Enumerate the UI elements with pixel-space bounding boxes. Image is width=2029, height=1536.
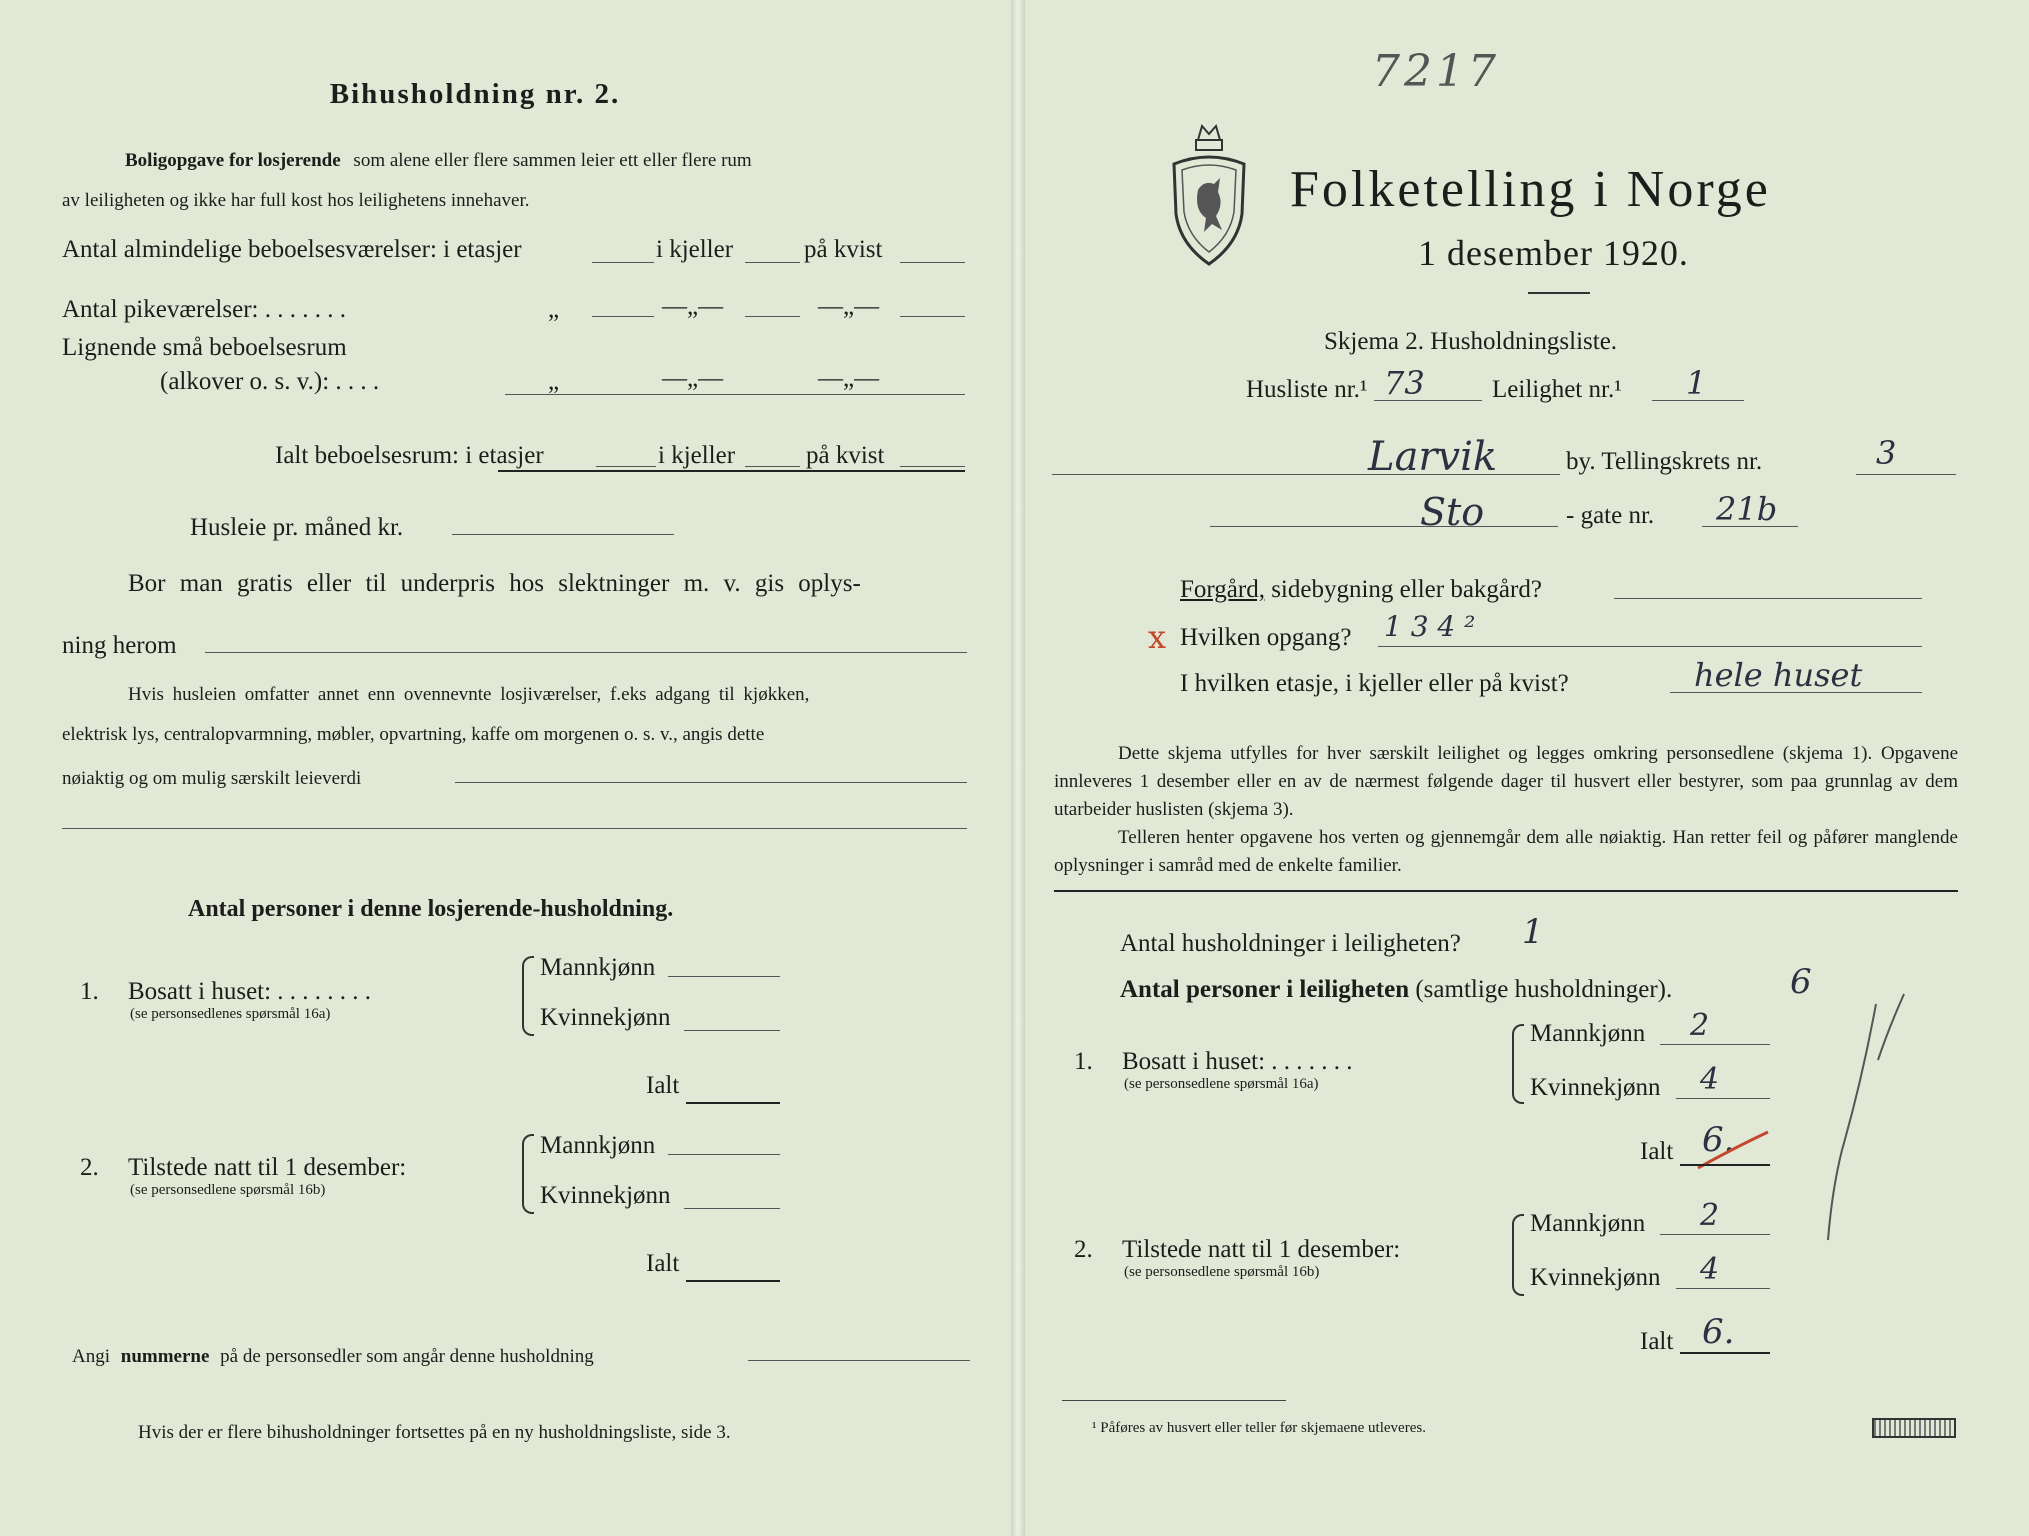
left-q2-kvinne-field[interactable] xyxy=(684,1208,780,1209)
left-q2-num: 2. xyxy=(80,1154,99,1181)
red-check-mark-icon xyxy=(1694,1128,1774,1176)
left-q1-label: Bosatt i huset: . . . . . . . . xyxy=(128,978,372,1005)
forgard-field[interactable] xyxy=(1614,598,1922,599)
right-q2-brace xyxy=(1512,1214,1524,1296)
left-q1-kvinne-field[interactable] xyxy=(684,1030,780,1031)
right-q1-brace xyxy=(1512,1024,1524,1104)
lignende-ditto-2: —„— xyxy=(662,365,724,392)
right-q2-num: 2. xyxy=(1074,1236,1093,1263)
left-q2-mann-label: Mannkjønn xyxy=(540,1132,656,1159)
left-q1-kvinne-label: Kvinnekjønn xyxy=(540,1004,671,1031)
left-q2-ialt-field[interactable] xyxy=(686,1280,780,1282)
antal-heading: Antal personer i denne losjerende-husholdning. xyxy=(188,896,674,922)
form-title: Folketelling i Norge xyxy=(1290,161,1771,218)
right-q1-ialt-field xyxy=(1680,1164,1770,1166)
beboelses-kjeller-label: i kjeller xyxy=(656,236,734,263)
opgang-label: Hvilken opgang? xyxy=(1180,624,1352,651)
angi-line xyxy=(72,1346,594,1368)
right-q2-mann-label: Mannkjønn xyxy=(1530,1210,1646,1237)
leilighet-field xyxy=(1652,400,1744,401)
etasje-field xyxy=(1670,692,1922,693)
forgard-line xyxy=(1180,576,1542,604)
gate-nr-value[interactable]: 21b xyxy=(1716,490,1778,528)
lignende-base-line xyxy=(505,394,965,395)
right-q1-ialt-label: Ialt xyxy=(1640,1138,1674,1165)
by-label: by. Tellingskrets nr. xyxy=(1566,448,1763,475)
form-date: 1 desember 1920. xyxy=(1418,233,1689,273)
right-q2-sub: (se personsedlene spørsmål 16b) xyxy=(1124,1264,1320,1280)
lignende-ditto-3: —„— xyxy=(818,365,880,392)
husliste-label: Husliste nr.¹ xyxy=(1246,376,1368,403)
skjema-label: Skjema 2. Husholdningsliste. xyxy=(1324,328,1618,355)
by-value[interactable]: Larvik xyxy=(1368,434,1498,480)
leieverdi-field-2[interactable] xyxy=(62,828,967,829)
left-q1-num: 1. xyxy=(80,978,99,1005)
coat-of-arms-icon xyxy=(1168,120,1250,268)
antal-hush-label: Antal husholdninger i leiligheten? xyxy=(1120,930,1461,957)
footnote: ¹ Påføres av husvert eller teller før skjemaene utleveres. xyxy=(1092,1420,1426,1436)
husleie-label: Husleie pr. måned kr. xyxy=(190,514,404,541)
instructions-p2: Telleren henter opgavene hos verten og gjennemgår dem alle nøiaktig. Han retter feil og påfører manglende oplysninger i samråd med de enkelte familier. xyxy=(1054,827,1958,876)
gate-value[interactable]: Sto xyxy=(1420,490,1485,534)
ialt-etasjer-field[interactable] xyxy=(596,466,656,467)
right-q1-ialt-value[interactable]: 6. xyxy=(1702,1120,1735,1160)
left-q1-ialt-field[interactable] xyxy=(686,1102,780,1104)
right-q2-label: Tilstede natt til 1 desember: xyxy=(1122,1236,1401,1263)
lignende-label-1: Lignende små beboelsesrum xyxy=(62,334,347,361)
printer-stamp xyxy=(1872,1418,1956,1438)
pike-etasjer-field[interactable] xyxy=(592,316,654,317)
ialt-kjeller-label: i kjeller xyxy=(658,442,736,469)
ialt-kvist-field[interactable] xyxy=(900,466,965,467)
forgard-rest: sidebygning eller bakgård? xyxy=(1271,576,1542,603)
gate-label: - gate nr. xyxy=(1566,502,1655,529)
left-q2-kvinne-label: Kvinnekjønn xyxy=(540,1182,671,1209)
left-q1-brace xyxy=(522,956,534,1036)
antal-pers-value[interactable]: 6 xyxy=(1790,962,1812,1002)
right-q2-kvinne-field xyxy=(1676,1288,1770,1289)
footnote-divider xyxy=(1062,1400,1286,1401)
left-q2-label: Tilstede natt til 1 desember: xyxy=(128,1154,407,1181)
right-q1-label: Bosatt i huset: . . . . . . . xyxy=(1122,1048,1353,1075)
title-divider xyxy=(1528,292,1590,294)
pike-kjeller-field[interactable] xyxy=(745,316,800,317)
lignende-label-2: (alkover o. s. v.): . . . . xyxy=(160,368,380,395)
hvis-line-3: nøiaktig og om mulig særskilt leieverdi xyxy=(62,768,362,789)
right-q2-ialt-value[interactable]: 6. xyxy=(1702,1312,1735,1352)
pike-ditto: „ xyxy=(548,296,560,323)
right-q1-num: 1. xyxy=(1074,1048,1093,1075)
angi-rest: på de personsedler som angår denne husholdning xyxy=(220,1346,594,1367)
bor-field[interactable] xyxy=(205,652,967,653)
etasje-value[interactable]: hele huset xyxy=(1694,656,1863,694)
right-q1-sub: (se personsedlene spørsmål 16a) xyxy=(1124,1076,1319,1092)
left-q1-ialt-label: Ialt xyxy=(646,1072,680,1099)
page-fold xyxy=(1011,0,1025,1536)
right-q2-kvinne-label: Kvinnekjønn xyxy=(1530,1264,1661,1291)
intro-line-2: av leiligheten og ikke har full kost hos leilighetens innehaver. xyxy=(62,190,530,211)
left-title: Bihusholdning nr. 2. xyxy=(329,78,621,110)
left-q1-sub: (se personsedlenes spørsmål 16a) xyxy=(130,1006,331,1022)
angi-field[interactable] xyxy=(748,1360,970,1361)
krets-field xyxy=(1856,474,1956,475)
beboelses-kjeller-field[interactable] xyxy=(745,262,800,263)
antal-pers-line xyxy=(1120,976,1672,1004)
leilighet-label: Leilighet nr.¹ xyxy=(1492,376,1622,403)
pencil-mark-icon xyxy=(1818,990,1908,1250)
hvis-line-1: Hvis husleien omfatter annet enn ovennevnte losjiværelser, f.eks adgang til kjøkken, xyxy=(128,684,810,705)
left-q1-mann-label: Mannkjønn xyxy=(540,954,656,981)
opgang-mark: x xyxy=(1148,618,1167,656)
left-q1-mann-field[interactable] xyxy=(668,976,780,977)
right-q2-mann-value[interactable]: 2 xyxy=(1700,1198,1720,1233)
angi-bold: nummerne xyxy=(120,1346,210,1367)
right-q2-kvinne-value[interactable]: 4 xyxy=(1700,1252,1720,1287)
right-q2-ialt-label: Ialt xyxy=(1640,1328,1674,1355)
angi-pre: Angi xyxy=(72,1346,110,1367)
antal-pers-bold: Antal personer i leiligheten xyxy=(1120,976,1410,1003)
ialt-rum-label: Ialt beboelsesrum: i etasjer xyxy=(275,442,544,469)
bor-line-1: Bor man gratis eller til underpris hos slektninger m. v. gis oplys- xyxy=(128,570,861,597)
forgard-underlined[interactable]: Forgård, xyxy=(1180,576,1265,603)
leilighet-value[interactable]: 1 xyxy=(1686,364,1707,402)
leieverdi-field[interactable] xyxy=(455,782,967,783)
instructions-p1: Dette skjema utfylles for hver særskilt leilighet og legges omkring personsedlene (skjema 1). Opgavene innleveres 1 desember eller en av de nærmest følgende dager til husvert eller bestyrer, som paa grunnlag av dem utarbeider huslisten (skjema 3). xyxy=(1054,743,1958,820)
husleie-field[interactable] xyxy=(452,534,674,535)
hvis-line-2: elektrisk lys, centralopvarmning, møbler, opvartning, kaffe om morgenen o. s. v., angis dette xyxy=(62,724,765,745)
beboelses-label: Antal almindelige beboelsesværelser: i etasjer xyxy=(62,236,522,263)
right-q2-ialt-field xyxy=(1680,1352,1770,1354)
pike-ditto-2: —„— xyxy=(662,293,724,320)
ialt-kvist-label: på kvist xyxy=(806,442,885,469)
left-q2-ialt-label: Ialt xyxy=(646,1250,680,1277)
antal-hush-value[interactable]: 1 xyxy=(1522,912,1544,952)
intro-line-1 xyxy=(125,150,752,172)
antal-pers-rest: (samtlige husholdninger). xyxy=(1415,976,1673,1003)
pike-ditto-3: —„— xyxy=(818,293,880,320)
beboelses-kvist-field[interactable] xyxy=(900,262,965,263)
right-q1-kvinne-field xyxy=(1676,1098,1770,1099)
intro-rest-1: som alene eller flere sammen leier ett eller flere rum xyxy=(353,150,752,171)
bor-line-2: ning herom xyxy=(62,632,177,659)
left-q2-brace xyxy=(522,1134,534,1214)
intro-bold: Boligopgave for losjerende xyxy=(125,150,341,171)
beboelses-kvist-label: på kvist xyxy=(804,236,883,263)
archive-number: 7217 xyxy=(1372,46,1500,97)
husliste-value[interactable]: 73 xyxy=(1384,364,1425,402)
krets-value[interactable]: 3 xyxy=(1876,434,1897,472)
etasje-label: I hvilken etasje, i kjeller eller på kvist? xyxy=(1180,670,1569,697)
left-q2-mann-field[interactable] xyxy=(668,1154,780,1155)
pike-label: Antal pikeværelser: . . . . . . . xyxy=(62,296,346,323)
right-q1-kvinne-label: Kvinnekjønn xyxy=(1530,1074,1661,1101)
husliste-field xyxy=(1374,400,1482,401)
gate-field xyxy=(1210,526,1558,527)
right-q1-kvinne-value[interactable]: 4 xyxy=(1700,1062,1720,1097)
ialt-kjeller-field[interactable] xyxy=(745,466,800,467)
opgang-field xyxy=(1378,646,1922,647)
beboelses-etasjer-field[interactable] xyxy=(592,262,654,263)
ialt-rum-underline xyxy=(498,470,965,472)
right-q1-mann-label: Mannkjønn xyxy=(1530,1020,1646,1047)
lignende-ditto: „ xyxy=(548,368,560,395)
right-q1-mann-value[interactable]: 2 xyxy=(1690,1008,1710,1043)
pike-kvist-field[interactable] xyxy=(900,316,965,317)
gate-nr-field xyxy=(1702,526,1798,527)
left-footer: Hvis der er flere bihusholdninger fortsettes på en ny husholdningsliste, side 3. xyxy=(138,1422,731,1443)
instructions-divider xyxy=(1054,890,1958,892)
left-q2-sub: (se personsedlene spørsmål 16b) xyxy=(130,1182,326,1198)
right-q2-mann-field xyxy=(1660,1234,1770,1235)
right-q1-mann-field xyxy=(1660,1044,1770,1045)
opgang-value[interactable]: 1 3 4 ² xyxy=(1384,610,1476,643)
